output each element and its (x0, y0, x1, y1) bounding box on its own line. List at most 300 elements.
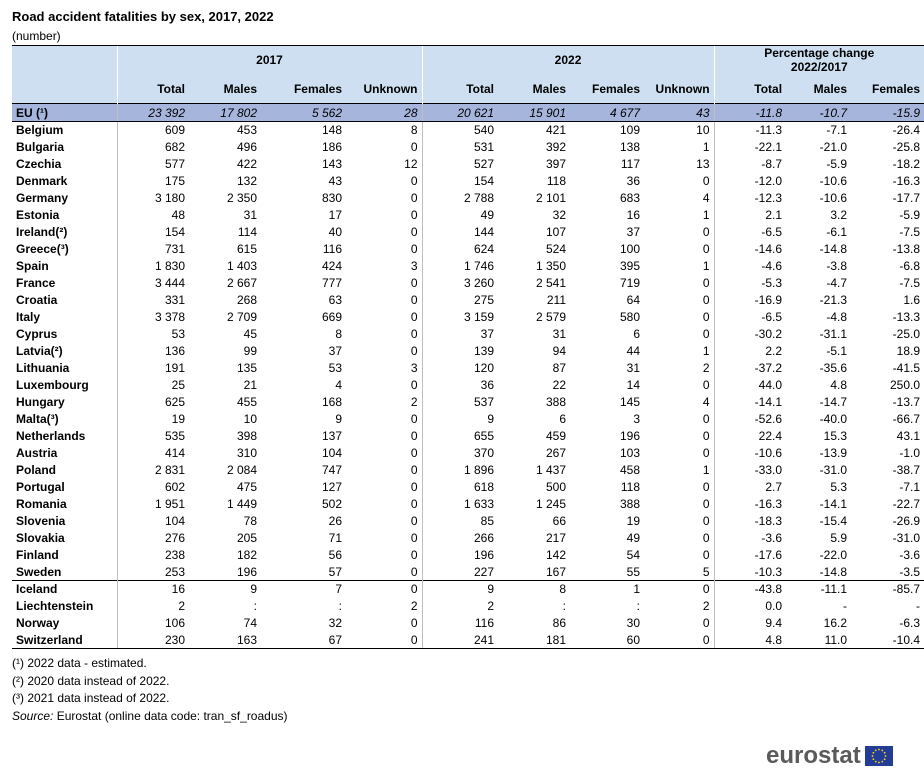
cell-value: 2 541 (535, 276, 567, 290)
cell-value: 37 (626, 225, 641, 239)
table-row (12, 343, 924, 360)
cell-value: 44 (626, 344, 641, 358)
cell-value: - (843, 599, 848, 613)
cell-value: 682 (117, 139, 189, 156)
cell-value: 32 (328, 616, 342, 630)
cell-value: 0 (702, 497, 710, 511)
cell-value: 747 (321, 463, 342, 477)
cell-value: 109 (619, 123, 641, 138)
cell-value: -14.6 (714, 241, 786, 258)
cell-value: 1.6 (903, 293, 921, 307)
cell-value: -31.1 (819, 327, 848, 341)
cell-value: 17 (328, 208, 342, 222)
cell-value: 186 (321, 140, 342, 154)
header-group-2017: 2017 (117, 46, 422, 75)
cell-value: -17.6 (714, 547, 786, 564)
cell-value: 25 (117, 377, 189, 394)
table-row (12, 581, 924, 598)
cell-value: 1 437 (535, 463, 567, 477)
row-label: Slovakia (16, 531, 65, 545)
row-label: Cyprus (16, 327, 58, 341)
cell-value: 138 (619, 140, 641, 154)
row-label: Spain (16, 259, 49, 273)
cell-value: 2 709 (226, 310, 257, 324)
cell-value: 502 (321, 497, 342, 511)
cell-value: 0 (702, 327, 710, 341)
table-row (12, 292, 924, 309)
table-row (12, 615, 924, 632)
table-row (12, 598, 924, 615)
eu-flag-icon (865, 746, 893, 766)
row-label: Italy (16, 310, 41, 324)
cell-value: 267 (545, 446, 567, 460)
cell-value: 1 951 (117, 496, 189, 513)
cell-value: 0 (410, 344, 418, 358)
header-pct-line1: Percentage change (764, 46, 875, 61)
cell-value: -52.6 (714, 411, 786, 428)
cell-value: 0 (410, 310, 418, 324)
row-label: Austria (16, 446, 58, 460)
cell-value: 1 746 (422, 258, 498, 275)
cell-value: 1 (702, 344, 710, 358)
cell-value: 618 (422, 479, 498, 496)
header-column-row (12, 75, 924, 104)
cell-value: 12 (404, 157, 418, 171)
cell-value: 241 (422, 632, 498, 649)
cell-value: 0 (410, 378, 418, 392)
cell-value: 0 (702, 242, 710, 256)
cell-value: -26.4 (892, 123, 921, 138)
cell-value: -7.1 (826, 123, 848, 138)
cell-value: -14.8 (819, 242, 848, 256)
cell-value: -12.0 (714, 173, 786, 190)
cell-value: 5.3 (830, 480, 848, 494)
cell-value: 143 (321, 157, 342, 171)
cell-value: : (253, 599, 257, 613)
cell-value: - (916, 599, 921, 613)
cell-value: 2 084 (226, 463, 257, 477)
table-row (12, 224, 924, 241)
cell-value: 132 (236, 174, 257, 188)
cell-value: 331 (117, 292, 189, 309)
cell-value: 30 (626, 616, 641, 630)
table-row (12, 241, 924, 258)
footnote: (¹) 2022 data - estimated. (12, 656, 147, 670)
cell-value: 602 (117, 479, 189, 496)
cell-value: 20 621 (422, 104, 498, 122)
cell-value: 217 (545, 531, 567, 545)
table-row (12, 564, 924, 581)
row-label: Sweden (16, 564, 62, 579)
cell-value: -10.3 (714, 564, 786, 581)
cell-value: -5.9 (826, 157, 848, 171)
cell-value: 2.1 (714, 207, 786, 224)
row-label: Poland (16, 463, 57, 477)
flag-star (872, 758, 874, 760)
cell-value: 103 (619, 446, 641, 460)
cell-value: 0 (410, 564, 418, 579)
cell-value: 137 (321, 429, 342, 443)
header-pct-line2: 2022/2017 (790, 60, 848, 75)
cell-value: 424 (321, 259, 342, 273)
cell-value: 0 (410, 548, 418, 562)
table-row (12, 513, 924, 530)
cell-value: -18.2 (892, 157, 921, 171)
col-header: Total (422, 75, 498, 104)
cell-value: 1 (570, 581, 644, 598)
cell-value: -66.7 (892, 412, 921, 426)
cell-value: 0 (410, 531, 418, 545)
source-text: Eurostat (online data code: tran_sf_roadus) (53, 708, 288, 723)
cell-value: 85 (422, 513, 498, 530)
cell-value: 1 350 (535, 259, 567, 273)
cell-value: 175 (117, 173, 189, 190)
row-label: Latvia(²) (16, 344, 63, 358)
cell-value: 830 (321, 191, 342, 205)
cell-value: 422 (236, 157, 257, 171)
cell-value: 55 (626, 564, 641, 579)
row-label: Portugal (16, 480, 65, 494)
cell-value: -85.7 (851, 581, 924, 598)
cell-value: -3.8 (826, 259, 848, 273)
cell-value: -33.0 (714, 462, 786, 479)
cell-value: 1 (702, 140, 710, 154)
cell-value: 13 (696, 157, 710, 171)
cell-value: 48 (117, 207, 189, 224)
table-row (12, 207, 924, 224)
cell-value: 4 (702, 395, 710, 409)
cell-value: 5 (702, 564, 710, 579)
cell-value: 0 (410, 480, 418, 494)
flag-star (878, 762, 880, 764)
cell-value: 44.0 (714, 377, 786, 394)
cell-value: 0 (644, 581, 714, 598)
cell-value: 0 (702, 446, 710, 460)
cell-value: 2 831 (117, 462, 189, 479)
table-row (12, 173, 924, 190)
cell-value: -4.7 (826, 276, 848, 290)
cell-value: 136 (117, 343, 189, 360)
cell-value: 0 (702, 616, 710, 630)
cell-value: 71 (328, 531, 342, 545)
table-row (12, 479, 924, 496)
cell-value: 0 (702, 548, 710, 562)
table-body (12, 104, 924, 649)
table-row (12, 190, 924, 207)
header-group-row (12, 46, 924, 75)
cell-value: 37 (328, 344, 342, 358)
cell-value: 0 (410, 497, 418, 511)
cell-value: 142 (545, 548, 567, 562)
cell-value: 392 (545, 140, 567, 154)
col-header: Females (851, 75, 924, 104)
cell-value: -17.7 (892, 191, 921, 205)
cell-value: 64 (626, 293, 641, 307)
cell-value: 275 (422, 292, 498, 309)
cell-value: 3 (410, 259, 418, 273)
cell-value: -13.8 (892, 242, 921, 256)
row-label: Lithuania (16, 361, 70, 375)
cell-value: 145 (619, 395, 641, 409)
cell-value: -14.8 (819, 564, 848, 579)
col-header: Males (498, 75, 570, 104)
cell-value: -43.8 (714, 581, 786, 598)
flag-star (881, 749, 883, 751)
cell-value: 0 (410, 293, 418, 307)
cell-value: 1 896 (422, 462, 498, 479)
cell-value: 0 (410, 429, 418, 443)
table-subtitle: (number) (12, 29, 61, 43)
cell-value: 669 (321, 310, 342, 324)
cell-value: 11.0 (786, 632, 851, 649)
cell-value: 21 (243, 378, 257, 392)
cell-value: : (338, 599, 342, 613)
cell-value: -14.7 (819, 395, 848, 409)
cell-value: 4.8 (714, 632, 786, 649)
row-label: Norway (16, 616, 60, 630)
cell-value: 19 (117, 411, 189, 428)
table-row (12, 496, 924, 513)
cell-value: 22.4 (714, 428, 786, 445)
cell-value: 99 (243, 344, 257, 358)
cell-value: 0 (410, 242, 418, 256)
cell-value: -12.3 (714, 190, 786, 207)
cell-value: -16.3 (892, 174, 921, 188)
flag-star (883, 758, 885, 760)
cell-value: 0 (702, 276, 710, 290)
table-row (12, 428, 924, 445)
cell-value: -7.1 (899, 480, 921, 494)
cell-value: 22 (552, 378, 567, 392)
cell-value: 0 (410, 276, 418, 290)
cell-value: 53 (117, 326, 189, 343)
cell-value: 3 180 (117, 190, 189, 207)
table-row (12, 445, 924, 462)
cell-value: 577 (117, 156, 189, 173)
cell-value: 60 (570, 632, 644, 649)
cell-value: 37 (422, 326, 498, 343)
cell-value: 117 (620, 157, 641, 171)
cell-value: 1 403 (226, 259, 257, 273)
cell-value: 8 (410, 123, 418, 138)
cell-value: 580 (619, 310, 641, 324)
logo-text: eurostat (766, 742, 861, 769)
cell-value: 3 378 (117, 309, 189, 326)
cell-value: 36 (626, 174, 641, 188)
cell-value: 0 (702, 429, 710, 443)
flag-star (875, 761, 877, 763)
cell-value: -16.9 (714, 292, 786, 309)
table-row (12, 326, 924, 343)
cell-value: 388 (545, 395, 567, 409)
cell-value: 2 (702, 599, 710, 613)
cell-value: : (562, 599, 567, 613)
cell-value: -10.6 (819, 191, 848, 205)
cell-value: 16 (117, 581, 189, 598)
cell-value: 459 (545, 429, 567, 443)
cell-value: 28 (346, 104, 422, 122)
cell-value: -11.3 (714, 122, 786, 139)
cell-value: 540 (422, 122, 498, 139)
cell-value: 168 (321, 395, 342, 409)
cell-value: 0 (410, 140, 418, 154)
cell-value: 32 (552, 208, 567, 222)
cell-value: 9 (422, 411, 498, 428)
cell-value: 3 260 (422, 275, 498, 292)
cell-value: 31 (552, 327, 567, 341)
cell-value: 0 (410, 446, 418, 460)
row-label: Finland (16, 548, 59, 562)
flag-star (875, 749, 877, 751)
cell-value: -10.7 (786, 104, 851, 122)
cell-value: 227 (422, 564, 498, 581)
cell-value: 0 (702, 514, 710, 528)
cell-value: 0 (346, 632, 422, 649)
cell-value: 2 (410, 599, 418, 613)
cell-value: 310 (236, 446, 257, 460)
cell-value: 5 562 (261, 104, 346, 122)
table-row (12, 258, 924, 275)
cell-value: 414 (117, 445, 189, 462)
cell-value: -25.0 (892, 327, 921, 341)
cell-value: -16.3 (714, 496, 786, 513)
cell-value: 205 (236, 531, 257, 545)
cell-value: 1 633 (422, 496, 498, 513)
cell-value: -21.3 (819, 293, 848, 307)
cell-value: 107 (545, 225, 567, 239)
cell-value: 276 (117, 530, 189, 547)
cell-value: 0 (410, 174, 418, 188)
cell-value: -5.3 (714, 275, 786, 292)
row-label: France (16, 276, 56, 290)
cell-value: 496 (236, 140, 257, 154)
cell-value: 0 (702, 480, 710, 494)
cell-value: 196 (236, 564, 257, 579)
cell-value: -7.5 (899, 276, 921, 290)
cell-value: -4.6 (714, 258, 786, 275)
cell-value: 211 (546, 293, 567, 307)
cell-value: 0 (410, 191, 418, 205)
cell-value: 2.7 (714, 479, 786, 496)
cell-value: -13.3 (892, 310, 921, 324)
cell-value: 527 (422, 156, 498, 173)
cell-value: -13.7 (892, 395, 921, 409)
cell-value: -3.6 (714, 530, 786, 547)
header-group-2022: 2022 (422, 46, 714, 75)
cell-value: 537 (422, 394, 498, 411)
row-label: Ireland(²) (16, 225, 68, 239)
cell-value: 1 (702, 463, 710, 477)
cell-value: 455 (236, 395, 257, 409)
cell-value: 0 (410, 208, 418, 222)
row-label: Malta(³) (16, 412, 59, 426)
cell-value: 2 (117, 598, 189, 615)
cell-value: -11.8 (714, 104, 786, 122)
col-header: Unknown (346, 75, 422, 104)
row-label: Croatia (16, 293, 58, 307)
cell-value: 2 667 (226, 276, 257, 290)
cell-value: 10 (696, 123, 710, 138)
cell-value: 615 (236, 242, 257, 256)
cell-value: 0 (410, 225, 418, 239)
cell-value: 181 (498, 632, 570, 649)
flag-star (884, 755, 886, 757)
row-label: Switzerland (12, 632, 117, 649)
cell-value: 14 (626, 378, 641, 392)
cell-value: -30.2 (714, 326, 786, 343)
cell-value: 2 350 (226, 191, 257, 205)
cell-value: 3 (633, 412, 641, 426)
cell-value: 118 (620, 480, 641, 494)
cell-value: -4.8 (826, 310, 848, 324)
cell-value: 0 (410, 616, 418, 630)
cell-value: -6.5 (714, 224, 786, 241)
cell-value: -6.5 (714, 309, 786, 326)
cell-value: 127 (321, 480, 342, 494)
cell-value: -15.4 (819, 514, 848, 528)
cell-value: 0 (410, 514, 418, 528)
cell-value: 388 (619, 497, 641, 511)
cell-value: 3 159 (422, 309, 498, 326)
table-row (12, 530, 924, 547)
row-label: Slovenia (16, 514, 66, 528)
row-label: Denmark (16, 174, 68, 188)
table-title: Road accident fatalities by sex, 2017, 2022 (12, 9, 274, 24)
cell-value: 116 (422, 615, 498, 632)
cell-value: -10.4 (851, 632, 924, 649)
cell-value: 0.0 (714, 598, 786, 615)
cell-value: 104 (117, 513, 189, 530)
cell-value: 139 (422, 343, 498, 360)
cell-value: 40 (328, 225, 342, 239)
cell-value: 3 (410, 361, 418, 375)
cell-value: 0 (702, 293, 710, 307)
cell-value: 458 (619, 463, 641, 477)
cell-value: -37.2 (714, 360, 786, 377)
cell-value: 148 (321, 123, 342, 138)
cell-value: 154 (117, 224, 189, 241)
cell-value: 2 788 (422, 190, 498, 207)
row-label: Luxembourg (16, 378, 89, 392)
row-label: Greece(³) (16, 242, 69, 256)
cell-value: -31.0 (819, 463, 848, 477)
header-corner-2 (12, 75, 117, 104)
cell-value: 7 (261, 581, 346, 598)
cell-value: 8 (335, 327, 342, 341)
row-label: Romania (16, 497, 67, 511)
cell-value: 15.3 (823, 429, 848, 443)
col-header: Total (714, 75, 786, 104)
flag-star (871, 755, 873, 757)
cell-value: 43 (328, 174, 342, 188)
cell-value: 6 (559, 412, 567, 426)
cell-value: 49 (422, 207, 498, 224)
cell-value: 31 (626, 361, 641, 375)
table-row (12, 139, 924, 156)
cell-value: 0 (702, 378, 710, 392)
cell-value: 0 (644, 632, 714, 649)
cell-value: -7.5 (899, 225, 921, 239)
row-label: Estonia (16, 208, 60, 222)
header-group-pct (714, 46, 924, 75)
cell-value: -15.9 (851, 104, 924, 122)
cell-value: -38.7 (892, 463, 921, 477)
footnote: (³) 2021 data instead of 2022. (12, 691, 170, 705)
cell-value: 67 (261, 632, 346, 649)
cell-value: 5.9 (830, 531, 848, 545)
cell-value: 1 830 (117, 258, 189, 275)
cell-value: -21.0 (819, 140, 848, 154)
